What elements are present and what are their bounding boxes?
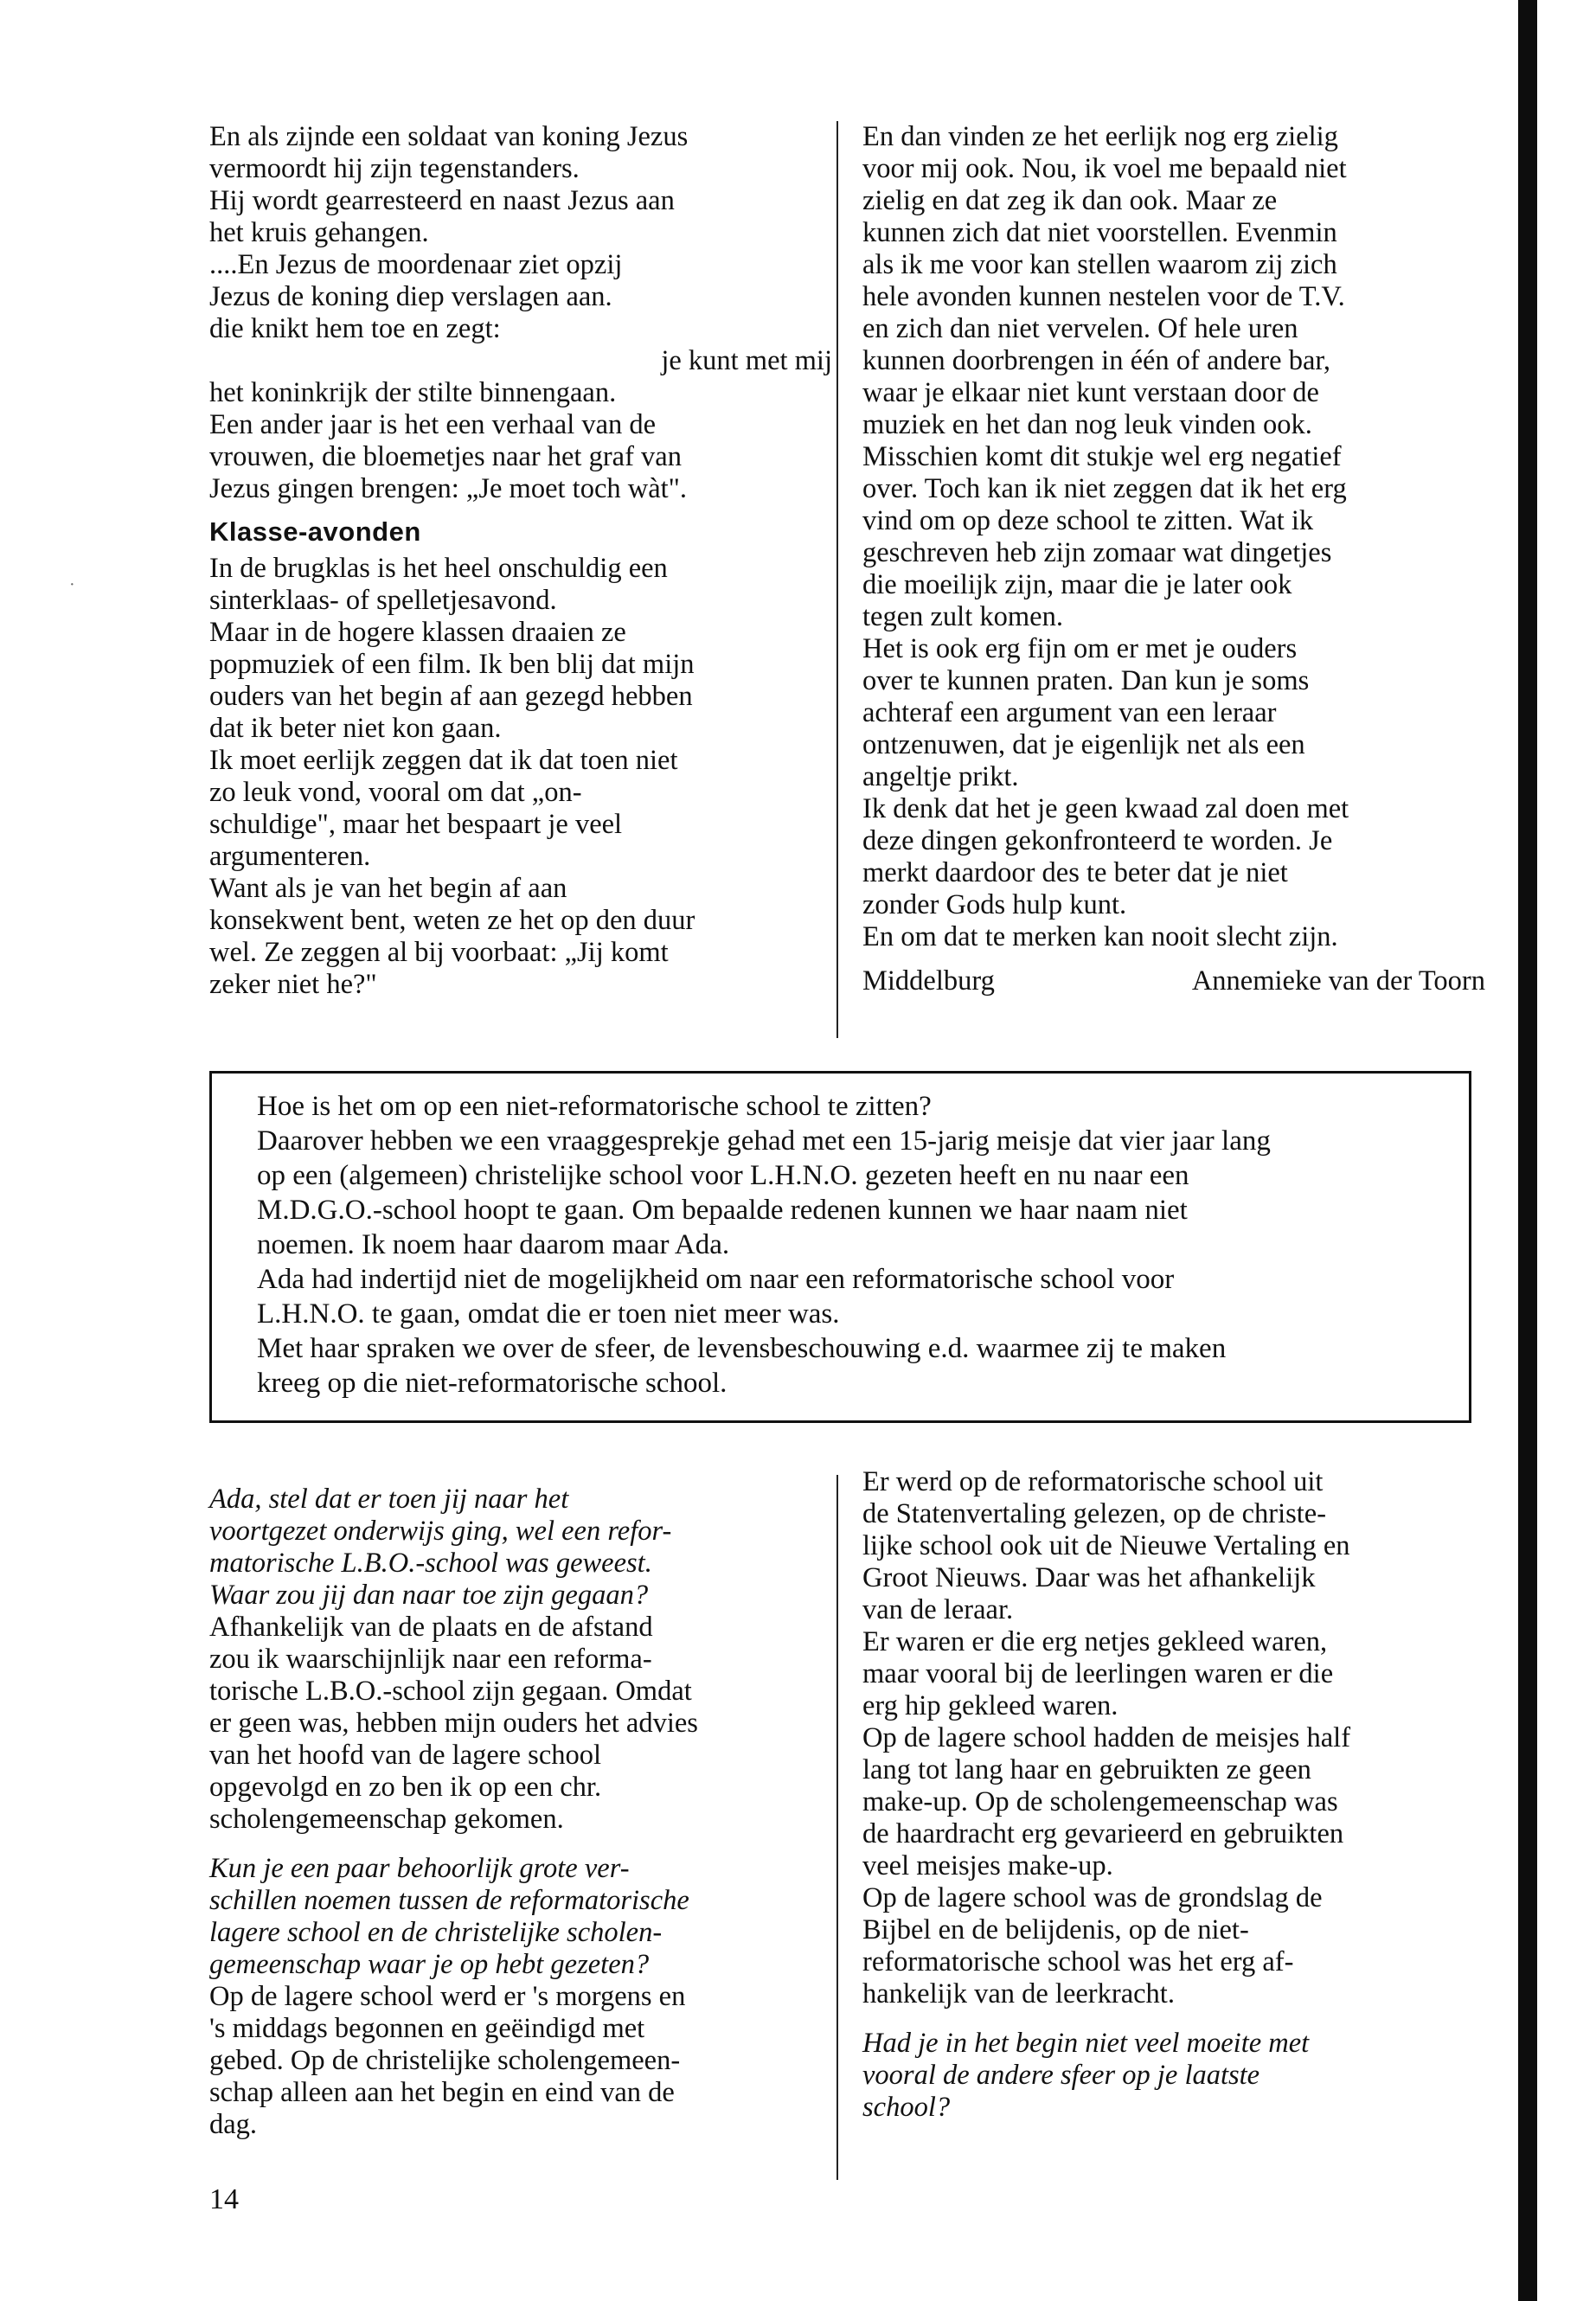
text-line: zou ik waarschijnlijk naar een reforma- [209, 1644, 652, 1675]
text-line: het kruis gehangen. [209, 217, 429, 248]
text-line: over te kunnen praten. Dan kun je soms [862, 665, 1310, 696]
signature-line [862, 965, 1485, 997]
text-line: voortgezet onderwijs ging, wel een refor- [209, 1516, 672, 1547]
text-line: voor mij ook. Nou, ik voel me bepaald niet [862, 153, 1347, 184]
text-line: over. Toch kan ik niet zeggen dat ik het erg [862, 473, 1347, 504]
text-line: die moeilijk zijn, maar die je later ook [862, 569, 1292, 600]
intro-text [257, 1089, 1416, 1400]
text-line: Waar zou jij dan naar toe zijn gegaan? [209, 1580, 649, 1611]
text-line: wel. Ze zeggen al bij voorbaat: „Jij komt [209, 937, 669, 968]
text-line: Kun je een paar behoorlijk grote ver- [209, 1853, 630, 1884]
text-line: Op de lagere school werd er 's morgens en [209, 1981, 686, 2012]
intro-box [209, 1071, 1471, 1423]
text-line: kunnen doorbrengen in één of andere bar, [862, 345, 1331, 376]
text-line: schap alleen aan het begin en eind van de [209, 2077, 675, 2108]
text-line: dat ik beter niet kon gaan. [209, 713, 502, 744]
text-line: En als zijnde een soldaat van koning Jezus [209, 121, 689, 152]
text-line: Er werd op de reformatorische school uit [862, 1466, 1324, 1497]
answer-2-continued [862, 1466, 1485, 2010]
section-heading: Klasse-avonden [209, 516, 421, 547]
text-line: konsekwent bent, weten ze het op den duur [209, 905, 695, 936]
text-line: van het hoofd van de lagere school [209, 1740, 602, 1771]
text-line: veel meisjes make-up. [862, 1850, 1113, 1881]
text-line: Maar in de hogere klassen draaien ze [209, 617, 626, 648]
signature-author: Annemieke van der Toorn [1191, 965, 1485, 997]
text-line: L.H.N.O. te gaan, omdat die er toen niet meer was. [257, 1298, 840, 1330]
text-line: Misschien komt dit stukje wel erg negatief [862, 441, 1342, 472]
text-line: Jezus gingen brengen: „Je moet toch wàt". [209, 473, 688, 504]
text-line: lagere school en de christelijke scholen- [209, 1917, 663, 1948]
section-body [209, 553, 832, 1001]
text-line: die knikt hem toe en zegt: [209, 313, 501, 344]
right-body [862, 121, 1485, 953]
text-line: 's middags begonnen en geëindigd met [209, 2013, 645, 2044]
poem-indented-line: je kunt met mij [661, 345, 832, 376]
text-line: Ik moet eerlijk zeggen dat ik dat toen niet [209, 745, 678, 776]
text-line: In de brugklas is het heel onschuldig een [209, 553, 668, 584]
text-line: Hoe is het om op een niet-reformatorische school te zitten? [257, 1091, 932, 1122]
text-line: Hij wordt gearresteerd en naast Jezus aan [209, 185, 675, 216]
text-line: lijke school ook uit de Nieuwe Vertaling en [862, 1530, 1350, 1561]
text-line: schuldige", maar het bespaart je veel [209, 809, 623, 840]
top-right-column [862, 121, 1485, 997]
text-line: ouders van het begin af aan gezegd hebben [209, 681, 693, 712]
text-line: Het is ook erg fijn om er met je ouders [862, 633, 1298, 664]
text-line: Op de lagere school hadden de meisjes half [862, 1722, 1351, 1753]
text-line: Ada had indertijd niet de mogelijkheid om naar een reformatorische school voor [257, 1264, 1175, 1295]
text-line: hele avonden kunnen nestelen voor de T.V. [862, 281, 1345, 312]
text-line: gemeenschap waar je op hebt gezeten? [209, 1949, 650, 1980]
text-line: M.D.G.O.-school hoopt te gaan. Om bepaalde redenen kunnen we haar naam niet [257, 1195, 1188, 1226]
text-line: ....En Jezus de moordenaar ziet opzij [209, 249, 623, 280]
answer-1 [209, 1612, 832, 1836]
text-line: maar vooral bij de leerlingen waren er die [862, 1658, 1334, 1689]
question-2 [209, 1853, 832, 1981]
text-line: merkt daardoor des te beter dat je niet [862, 857, 1288, 888]
text-line: geschreven heb zijn zomaar wat dingetjes [862, 537, 1332, 568]
signature-place: Middelburg [862, 965, 995, 997]
text-line: achteraf een argument van een leraar [862, 697, 1277, 728]
text-line: Daarover hebben we een vraaggesprekje gehad met een 15-jarig meisje dat vier jaar lang [257, 1125, 1271, 1157]
poem-lines-a [209, 121, 832, 345]
top-left-column [209, 121, 832, 1001]
text-line: noemen. Ik noem haar daarom maar Ada. [257, 1229, 730, 1260]
text-line: Jezus de koning diep verslagen aan. [209, 281, 612, 312]
text-line: zonder Gods hulp kunt. [862, 889, 1127, 920]
text-line: lang tot lang haar en gebruikten ze geen [862, 1754, 1311, 1785]
text-line: schillen noemen tussen de reformatorische [209, 1885, 689, 1916]
text-line: er geen was, hebben mijn ouders het advies [209, 1708, 698, 1739]
text-line: gebed. Op de christelijke scholengemeen- [209, 2045, 681, 2076]
text-line: dag. [209, 2109, 258, 2140]
text-line: torische L.B.O.-school zijn gegaan. Omdat [209, 1676, 692, 1707]
text-line: argumenteren. [209, 841, 371, 872]
text-line: erg hip gekleed waren. [862, 1690, 1118, 1721]
question-1 [209, 1484, 832, 1612]
column-divider-top [836, 121, 838, 1038]
text-line: de haardracht erg gevarieerd en gebruikten [862, 1818, 1344, 1849]
text-line: zielig en dat zeg ik dan ook. Maar ze [862, 185, 1278, 216]
text-line: Bijbel en de belijdenis, op de niet- [862, 1914, 1249, 1945]
text-line: vrouwen, die bloemetjes naar het graf van [209, 441, 682, 472]
text-line: en zich dan niet vervelen. Of hele uren [862, 313, 1298, 344]
text-line: make-up. Op de scholengemeenschap was [862, 1786, 1338, 1817]
text-line: Ada, stel dat er toen jij naar het [209, 1484, 569, 1515]
text-line: op een (algemeen) christelijke school voor L.H.N.O. gezeten heeft en nu naar een [257, 1160, 1189, 1191]
text-line: Afhankelijk van de plaats en de afstand [209, 1612, 653, 1643]
scan-speck: · [69, 575, 75, 594]
text-line: Had je in het begin niet veel moeite met [862, 2028, 1310, 2059]
text-line: Met haar spraken we over de sfeer, de levensbeschouwing e.d. waarmee zij te maken [257, 1333, 1227, 1364]
question-3 [862, 2028, 1485, 2124]
text-line: waar je elkaar niet kunt verstaan door de [862, 377, 1319, 408]
page-edge-bar [1518, 0, 1537, 2301]
text-line: het koninkrijk der stilte binnengaan. [209, 377, 617, 408]
text-line: Er waren er die erg netjes gekleed waren, [862, 1626, 1328, 1657]
text-line: ontzenuwen, dat je eigenlijk net als een [862, 729, 1305, 760]
interview-right-column [862, 1466, 1485, 2124]
text-line: En om dat te merken kan nooit slecht zijn. [862, 921, 1338, 952]
text-line: vermoordt hij zijn tegenstanders. [209, 153, 580, 184]
text-line: Groot Nieuws. Daar was het afhankelijk [862, 1562, 1316, 1593]
text-line: Een ander jaar is het een verhaal van de [209, 409, 657, 440]
text-line: vooral de andere sfeer op je laatste [862, 2060, 1260, 2091]
answer-2 [209, 1981, 832, 2141]
text-line: Ik denk dat het je geen kwaad zal doen met [862, 793, 1349, 824]
text-line: kunnen zich dat niet voorstellen. Evenmin [862, 217, 1337, 248]
text-line: popmuziek of een film. Ik ben blij dat mijn [209, 649, 695, 680]
text-line: scholengemeenschap gekomen. [209, 1804, 564, 1835]
text-line: matorische L.B.O.-school was geweest. [209, 1548, 652, 1579]
text-line: vind om op deze school te zitten. Wat ik [862, 505, 1314, 536]
text-line: hankelijk van de leerkracht. [862, 1978, 1175, 2009]
poem-lines-b [209, 377, 832, 505]
text-line: muziek en het dan nog leuk vinden ook. [862, 409, 1312, 440]
text-line: Want als je van het begin af aan [209, 873, 567, 904]
text-line: opgevolgd en zo ben ik op een chr. [209, 1772, 602, 1803]
interview-left-column [209, 1484, 832, 2141]
text-line: Op de lagere school was de grondslag de [862, 1882, 1323, 1913]
text-line: als ik me voor kan stellen waarom zij zich [862, 249, 1337, 280]
text-line: reformatorische school was het erg af- [862, 1946, 1294, 1977]
page-number: 14 [209, 2183, 239, 2215]
text-line: deze dingen gekonfronteerd te worden. Je [862, 825, 1333, 856]
text-line: En dan vinden ze het eerlijk nog erg zielig [862, 121, 1338, 152]
text-line: tegen zult komen. [862, 601, 1063, 632]
text-line: sinterklaas- of spelletjesavond. [209, 585, 557, 616]
text-line: zeker niet he?" [209, 969, 377, 1000]
text-line: de Statenvertaling gelezen, op de christe- [862, 1498, 1327, 1529]
text-line: van de leraar. [862, 1594, 1014, 1625]
column-divider-bottom [836, 1475, 838, 2180]
text-line: school? [862, 2092, 951, 2123]
text-line: zo leuk vond, vooral om dat „on- [209, 777, 582, 808]
text-line: kreeg op die niet-reformatorische school. [257, 1368, 727, 1399]
text-line: angeltje prikt. [862, 761, 1019, 792]
